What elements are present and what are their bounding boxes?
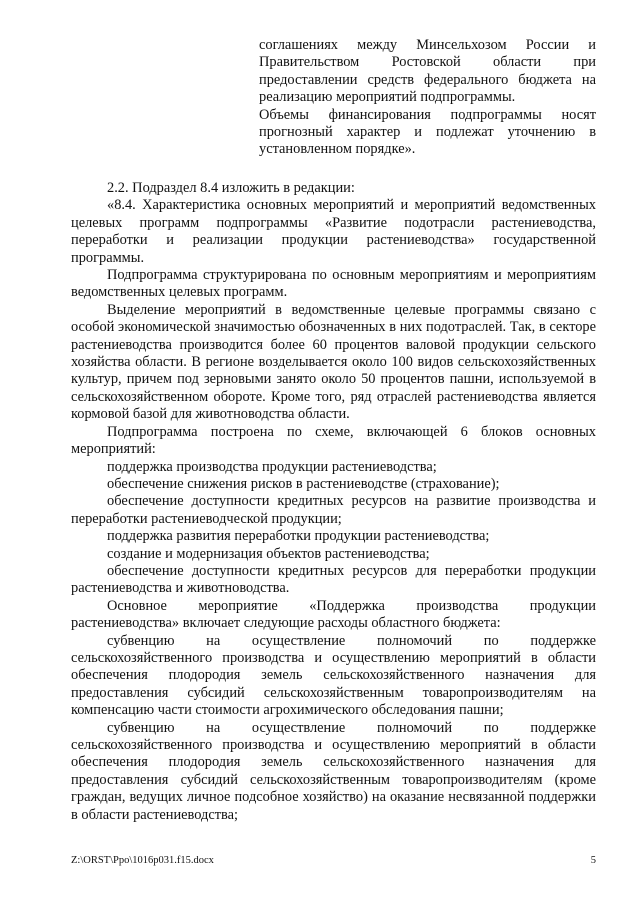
list-item: обеспечение доступности кредитных ресурсов для переработки продукции растениеводства и животноводства.: [71, 562, 596, 597]
page-number: 5: [590, 855, 596, 866]
list-item: поддержка развития переработки продукции растениеводства;: [107, 528, 490, 545]
list-item: обеспечение снижения рисков в растениеводстве (страхование);: [107, 475, 500, 492]
list-item: субвенцию на осуществление полномочий по поддержке сельскохозяйственного производства и осуществлению мероприятий в области обеспечения плодородия земель сельскохозяйственного назначения для предоставления субсидий сельскохозяйственным товаропроизводителям на компенсацию части стоимости агрохимического обследования пашни;: [71, 632, 596, 719]
top-paragraph-2: Объемы финансирования подпрограммы носят прогнозный характер и подлежат уточнению в установленном порядке».: [259, 106, 596, 158]
list-item: поддержка производства продукции растениеводства;: [107, 458, 437, 475]
list-item: создание и модернизация объектов растениеводства;: [107, 545, 430, 562]
top-paragraph-1: соглашениях между Минсельхозом России и Правительством Ростовской области при предоставлении средств федерального бюджета на реализацию мероприятий подпрограммы.: [259, 37, 596, 106]
paragraph-structure: Подпрограмма структурирована по основным мероприятиям и мероприятиям ведомственных целевых программ.: [71, 267, 596, 301]
main-text-block: [71, 180, 596, 824]
paragraph-main-activity: Основное мероприятие «Поддержка производства продукции растениеводства» включает следующие расходы областного бюджета:: [71, 597, 596, 632]
list-item: обеспечение доступности кредитных ресурсов на развитие производства и переработки растениеводческой продукции;: [71, 493, 596, 527]
list-item: субвенцию на осуществление полномочий по поддержке сельскохозяйственного производства и осуществлению мероприятий в области обеспечения плодородия земель сельскохозяйственного назначения для предоставления субсидий сельскохозяйственным товаропроизводителям (кроме граждан, ведущих личное подсобное хозяйство) на оказание несвязанной поддержки в области растениеводства;: [71, 719, 596, 823]
top-text-block: [259, 37, 596, 159]
footer-file-path: Z:\ORST\Ppo\1016p031.f15.docx: [71, 855, 214, 866]
page-footer: [71, 855, 596, 866]
paragraph-amendment-intro: 2.2. Подраздел 8.4 изложить в редакции:: [107, 180, 355, 196]
paragraph-blocks-intro: Подпрограмма построена по схеме, включающей 6 блоков основных мероприятий:: [71, 423, 596, 458]
paragraph-significance: Выделение мероприятий в ведомственные целевые программы связано с особой экономической значимостью обозначенных в них подотраслей. Так, в секторе растениеводства производится более 60 процентов валовой продукции сельского хозяйства области. В регионе возделывается около 100 видов сельскохозяйственных культур, причем под зерновыми занято около 50 процентов пашни, используемой в сельскохозяйственном обороте. Кроме того, ряд отраслей растениеводства является кормовой базой для животноводства области.: [71, 301, 596, 423]
paragraph-section-heading: «8.4. Характеристика основных мероприятий и мероприятий ведомственных целевых программ подпрограммы «Развитие подотрасли растениеводства, переработки и реализации продукции растениеводства» государственной программы.: [71, 197, 596, 266]
